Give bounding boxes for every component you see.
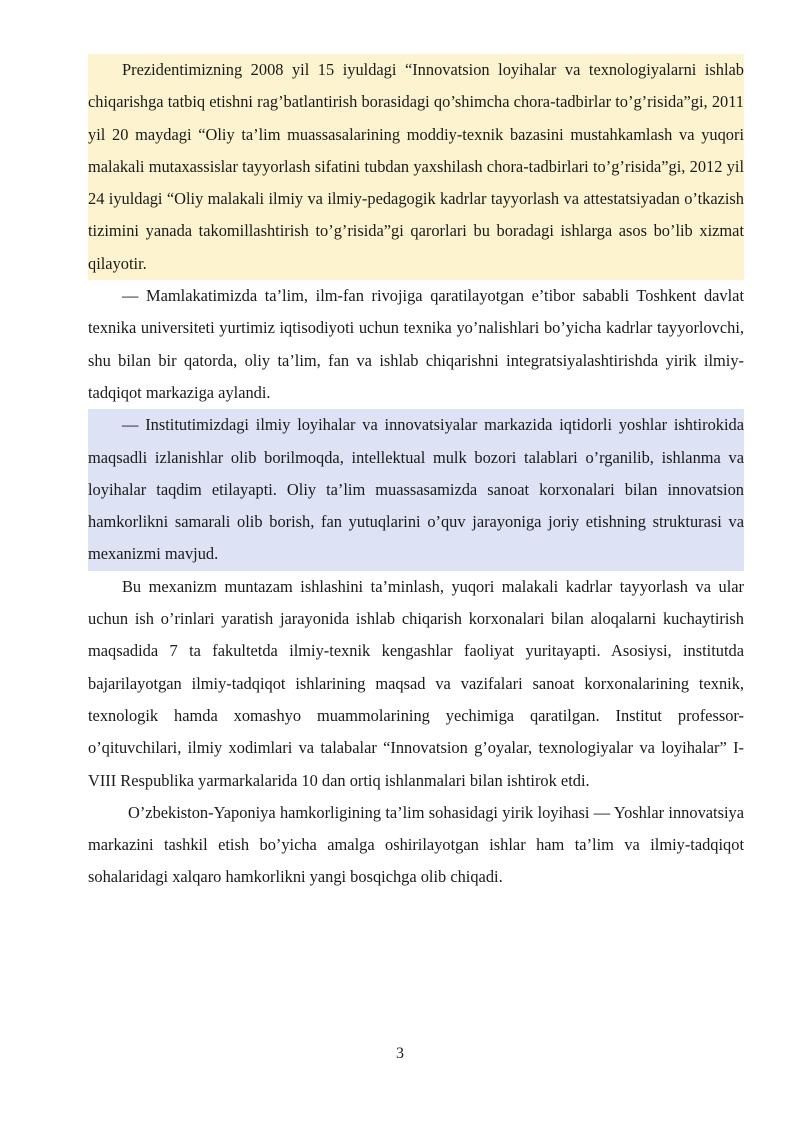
body-text xyxy=(88,54,744,894)
paragraph-innovation-center: — Institutimizdagi ilmiy loyihalar va innovatsiyalar markazida iqtidorli yoshlar ishtirokida maqsadli izlanishlar olib borilmoqda, intellektual mulk bozori talablari o’rganilib, ishlanma va loyihalar taqdim etilayapti. Oliy ta’lim muassasamizda sanoat korxonalari bilan innovatsion hamkorlikni samarali olib borish, fan yutuqlarini o’quv jarayoniga joriy etishning strukturasi va mexanizmi mavjud. xyxy=(88,409,744,570)
paragraph-mechanism: Bu mexanizm muntazam ishlashini ta’minlash, yuqori malakali kadrlar tayyorlash va ular uchun ish o’rinlari yaratish jarayonida ishlab chiqarish korxonalari bilan aloqalarni kuchaytirish maqsadida 7 ta fakultetda ilmiy-texnik kengashlar faoliyat yuritayapti. Asosiysi, institutda bajarilayotgan ilmiy-tadqiqot ishlarining maqsad va vazifalari sanoat korxonalarining texnik, texnologik hamda xomashyo muammolarining yechimiga qaratilgan. Institut professor-o’qituvchilari, ilmiy xodimlari va talabalar “Innovatsion g’oyalar, texnologiyalar va loyihalar” I-VIII Respublika yarmarkalarida 10 dan ortiq ishlanmalari bilan ishtirok etdi. xyxy=(88,576,744,790)
page-number: 3 xyxy=(396,1045,404,1062)
paragraph-japan-cooperation: O’zbekiston-Yaponiya hamkorligining ta’lim sohasidagi yirik loyihasi — Yoshlar innovatsiya markazini tashkil etish bo’yicha amalga oshirilayotgan ishlar ham ta’lim va ilmiy-tadqiqot sohalaridagi xalqaro hamkorlikni yangi bosqichga olib chiqadi. xyxy=(88,802,744,887)
paragraph-university: — Mamlakatimizda ta’lim, ilm-fan rivojiga qaratilayotgan e’tibor sababli Toshkent davlat texnika universiteti yurtimiz iqtisodiyoti uchun texnika yo’nalishlari bo’yicha kadrlar tayyorlovchi, shu bilan bir qatorda, oliy ta’lim, fan va ishlab chiqarishni integratsiyalashtirishda yirik ilmiy-tadqiqot markaziga aylandi. xyxy=(88,286,744,402)
paragraph-decrees: Prezidentimizning 2008 yil 15 iyuldagi “Innovatsion loyihalar va texnologiyalarni ishlab chiqarishga tatbiq etishni rag’batlantirish borasidagi qo’shimcha chora-tadbirlar to’g’risida”gi, 2011 yil 20 maydagi “Oliy ta’lim muassasalarining moddiy-texnik bazasini mustahkamlash va yuqori malakali mutaxassislar tayyorlash sifatini tubdan yaxshilash chora-tadbirlari to’g’risida”gi, 2012 yil 24 iyuldagi “Oliy malakali ilmiy va ilmiy-pedagogik kadrlar tayyorlash va attestatsiyadan o’tkazish tizimini yanada takomillashtirish to’g’risida”gi qarorlari bu boradagi ishlarga asos bo’lib xizmat qilayotir. xyxy=(88,54,744,280)
